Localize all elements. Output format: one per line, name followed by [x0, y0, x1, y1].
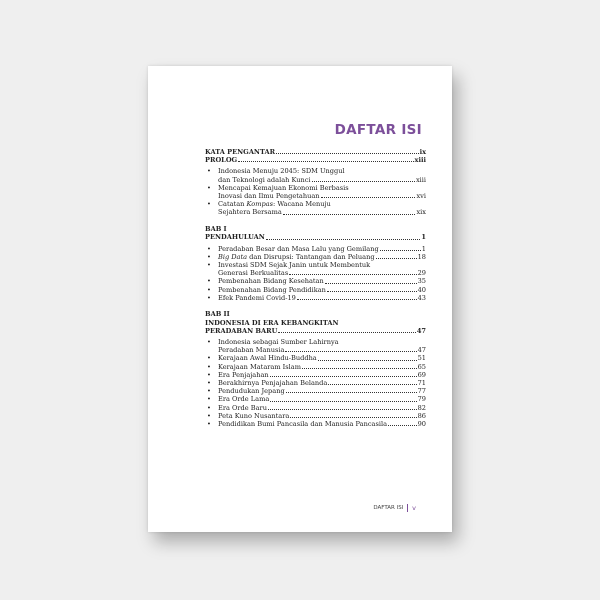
entry-page: 79 — [417, 395, 426, 404]
entry-title: • Era Orde Lama — [218, 395, 270, 404]
entry-row — [218, 192, 426, 200]
dot-leader — [328, 384, 416, 385]
dot-leader — [325, 283, 417, 284]
entry-row — [218, 354, 426, 362]
entry-row — [218, 269, 426, 277]
entry-title: • Pendidikan Bumi Pancasila dan Manusia Pancasila — [218, 420, 388, 429]
dot-leader — [238, 161, 413, 162]
front-entry — [205, 148, 426, 156]
entry-row — [218, 294, 426, 302]
list-item — [205, 420, 426, 428]
entry-page: ix — [419, 148, 426, 156]
entry-page: 47 — [416, 326, 426, 335]
dot-leader — [290, 417, 416, 418]
list-item — [205, 395, 426, 403]
list-item — [205, 338, 426, 354]
list-item — [205, 371, 426, 379]
entry-title: • Pembenahan Bidang Kesehatan — [218, 277, 324, 286]
entry-title: • Pembenahan Bidang Pendidikan — [218, 285, 326, 294]
entry-row — [218, 387, 426, 395]
dot-leader — [380, 250, 421, 251]
entry-title: Generasi Berkualitas — [218, 269, 289, 278]
dot-leader — [270, 376, 417, 377]
dot-leader — [286, 392, 417, 393]
dot-leader — [312, 181, 415, 182]
entry-row — [218, 412, 426, 420]
entry-page: 35 — [417, 277, 426, 286]
entry-row — [218, 286, 426, 294]
dot-leader — [285, 351, 416, 352]
entry-page: 69 — [417, 370, 426, 379]
entry-page: 43 — [417, 293, 426, 302]
dot-leader — [289, 274, 416, 275]
entry-title: dan Teknologi adalah Kunci — [218, 175, 311, 184]
entry-row — [218, 208, 426, 216]
entry-page: 29 — [417, 269, 426, 278]
page-footer — [373, 504, 416, 512]
entry-line: • Indonesia sebagai Sumber Lahirnya — [218, 338, 339, 347]
dot-leader — [266, 239, 421, 240]
entry-row — [218, 371, 426, 379]
list-item — [205, 184, 426, 200]
entry-title: PROLOG — [205, 156, 238, 165]
entry-line: • Mencapai Kemajuan Ekonomi Berbasis — [218, 183, 349, 192]
entry-title: Sejahtera Bersama — [218, 208, 282, 217]
chapter-items — [205, 338, 426, 428]
page-title: DAFTAR ISI — [334, 122, 422, 138]
chapter-title — [205, 327, 426, 335]
page-number: v — [412, 504, 416, 512]
dot-leader — [278, 332, 415, 333]
dot-leader — [297, 299, 417, 300]
entry-line: • Catatan Kompas: Wacana Menuju — [218, 200, 331, 209]
list-item — [205, 167, 426, 183]
chapter-1 — [205, 225, 426, 302]
list-item — [205, 277, 426, 285]
entry-title: • Big Data dan Disrupsi: Tantangan dan Peluang — [218, 252, 375, 261]
dot-leader — [321, 197, 416, 198]
entry-row — [218, 395, 426, 403]
entry-row — [218, 379, 426, 387]
list-item — [205, 294, 426, 302]
entry-title: • Peradaban Besar dan Masa Lalu yang Gemilang — [218, 244, 379, 253]
list-item — [205, 354, 426, 362]
dot-leader — [302, 368, 417, 369]
entry-row — [218, 404, 426, 412]
entry-page: 65 — [417, 362, 426, 371]
dot-leader — [388, 425, 417, 426]
dot-leader — [276, 153, 418, 154]
entry-title: • Kerajaan Awal Hindu-Buddha — [218, 354, 317, 363]
dot-leader — [268, 409, 417, 410]
dot-leader — [270, 401, 416, 402]
dot-leader — [376, 258, 417, 259]
entry-page: xvi — [416, 192, 426, 201]
entry-title: KATA PENGANTAR — [205, 148, 276, 156]
list-item — [205, 253, 426, 261]
entry-page: 90 — [417, 420, 426, 429]
entry-title: Inovasi dan Ilmu Pengetahuan — [218, 192, 320, 201]
entry-page: 51 — [417, 354, 426, 363]
front-matter — [205, 148, 426, 164]
dot-leader — [318, 360, 417, 361]
list-item — [205, 363, 426, 371]
entry-page: 82 — [417, 403, 426, 412]
list-item — [205, 379, 426, 387]
entry-row — [218, 253, 426, 261]
entry-page: 1 — [421, 233, 426, 242]
entry-title: • Peta Kuno Nusantara — [218, 411, 290, 420]
dot-leader — [283, 214, 416, 215]
entry-title: • Efek Pandemi Covid-19 — [218, 293, 296, 302]
list-item — [205, 286, 426, 294]
chapter-2 — [205, 310, 426, 428]
entry-page: 40 — [417, 285, 426, 294]
entry-page: 18 — [417, 252, 426, 261]
front-entry — [205, 156, 426, 164]
prolog-list — [205, 167, 426, 216]
entry-row — [218, 420, 426, 428]
chapter-label: BAB I — [205, 225, 227, 234]
entry-title: PENDAHULUAN — [205, 233, 265, 242]
entry-title: PERADABAN BARU — [205, 326, 278, 335]
entry-title: • Era Orde Baru — [218, 403, 267, 412]
dot-leader — [327, 291, 417, 292]
entry-row — [218, 176, 426, 184]
entry-row — [218, 245, 426, 253]
book-page — [148, 66, 452, 532]
chapter-items — [205, 245, 426, 302]
entry-page: xiii — [414, 156, 426, 165]
entry-title: • Pendudukan Jepang — [218, 387, 285, 396]
entry-page: 86 — [417, 411, 426, 420]
list-item — [205, 387, 426, 395]
footer-label: DAFTAR ISI — [373, 505, 404, 511]
list-item — [205, 412, 426, 420]
entry-page: xix — [416, 208, 426, 217]
chapter-title — [205, 233, 426, 241]
list-item — [205, 404, 426, 412]
entry-page: 77 — [417, 387, 426, 396]
table-of-contents — [205, 148, 426, 428]
chapter-label: BAB II — [205, 310, 230, 319]
chapter-title-line: INDONESIA DI ERA KEBANGKITAN — [205, 318, 339, 327]
entry-row — [218, 363, 426, 371]
entry-title: • Era Penjajahan — [218, 370, 269, 379]
footer-divider — [407, 504, 408, 512]
entry-title: • Kerajaan Mataram Islam — [218, 362, 301, 371]
entry-row — [218, 346, 426, 354]
entry-title: • Berakhirnya Penjajahan Belanda — [218, 379, 328, 388]
list-item — [205, 200, 426, 216]
entry-line: • Indonesia Menuju 2045: SDM Unggul — [218, 167, 345, 176]
list-item — [205, 261, 426, 277]
entry-page: 71 — [417, 379, 426, 388]
entry-page: 1 — [421, 244, 426, 253]
entry-page: xiii — [415, 175, 426, 184]
list-item — [205, 245, 426, 253]
entry-title: Peradaban Manusia — [218, 346, 285, 355]
entry-line: • Investasi SDM Sejak Janin untuk Membentuk — [218, 260, 371, 269]
entry-page: 47 — [417, 346, 426, 355]
entry-row — [218, 277, 426, 285]
